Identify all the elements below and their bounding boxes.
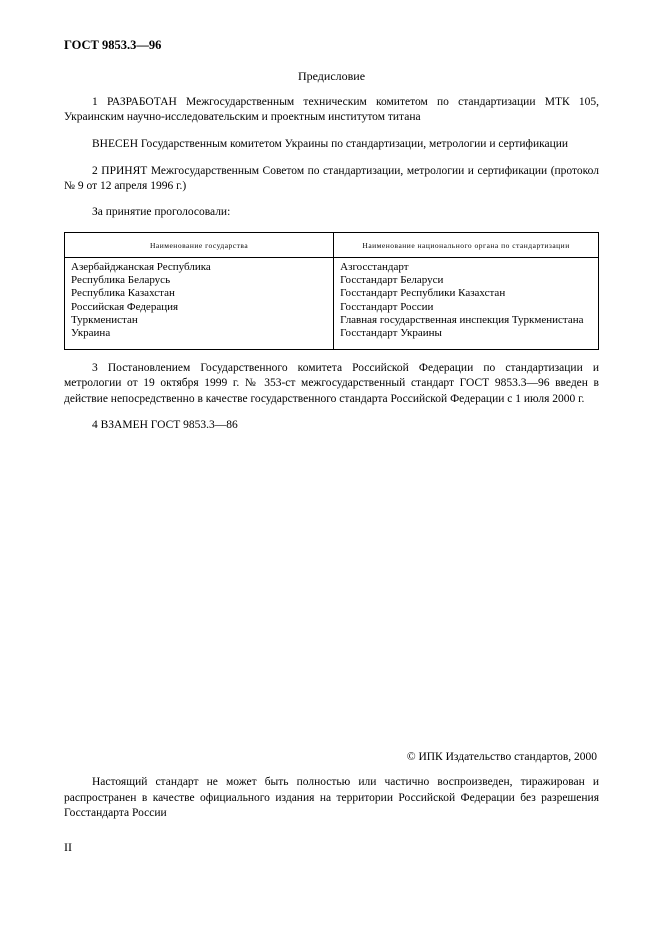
- paragraph-1b: ВНЕСЕН Государственным комитетом Украины по стандартизации, метрологии и сертификации: [92, 137, 569, 150]
- footer-note: Настоящий стандарт не может быть полностью или частично воспроизведен, тиражирован и распространен в качестве официального издания на территории Российской Федерации без разрешения Госстандарта России: [64, 776, 599, 819]
- table-header-states: Наименование государства: [65, 233, 334, 257]
- paragraph-2b: За принятие проголосовали:: [92, 206, 231, 219]
- table-header-bodies: Наименование национального органа по стандартизации: [362, 241, 570, 251]
- table-cell: Украина: [71, 326, 111, 339]
- copyright-line: © ИПК Издательство стандартов, 2000: [406, 751, 597, 764]
- doc-number: ГОСТ 9853.3—96: [64, 38, 162, 52]
- vote-table: [64, 232, 599, 350]
- table-cell: Азербайджанская Республика: [71, 261, 211, 274]
- table-cell: Госстандарт Беларуси: [340, 274, 444, 287]
- table-cell: Госстандарт Республики Казахстан: [340, 287, 506, 300]
- paragraph-2: 2 ПРИНЯТ Межгосударственным Советом по стандартизации, метрологии и сертификации (протокол № 9 от 12 апреля 1996 г.): [64, 164, 599, 192]
- table-cell: Госстандарт России: [340, 300, 434, 313]
- table-cell: Республика Казахстан: [71, 287, 175, 300]
- page-number: II: [64, 840, 72, 854]
- vote-table-body: [65, 258, 598, 349]
- table-cell: Республика Беларусь: [71, 274, 171, 287]
- table-column-states: [65, 258, 334, 349]
- table-cell: Госстандарт Украины: [340, 326, 442, 339]
- page-title: Предисловие: [297, 69, 366, 83]
- table-cell: Главная государственная инспекция Туркменистана: [340, 313, 584, 326]
- paragraph-1: 1 РАЗРАБОТАН Межгосударственным техническим комитетом по стандартизации МТК 105, Украинским научно-исследовательским и проектным институтом титана: [64, 96, 599, 124]
- table-column-bodies: [334, 258, 598, 349]
- paragraph-4: 4 ВЗАМЕН ГОСТ 9853.3—86: [92, 419, 238, 432]
- vote-table-header: [65, 233, 598, 258]
- paragraph-3: 3 Постановлением Государственного комитета Российской Федерации по стандартизации и метрологии от 19 октября 1999 г. № 353-ст межгосударственный стандарт ГОСТ 9853.3—96 введен в действие непосредственно в качестве государственного стандарта Российской Федерации с 1 июля 2000 г.: [64, 362, 599, 405]
- table-cell: Азгосстандарт: [340, 261, 409, 274]
- table-cell: Туркменистан: [71, 313, 138, 326]
- table-cell: Российская Федерация: [71, 300, 179, 313]
